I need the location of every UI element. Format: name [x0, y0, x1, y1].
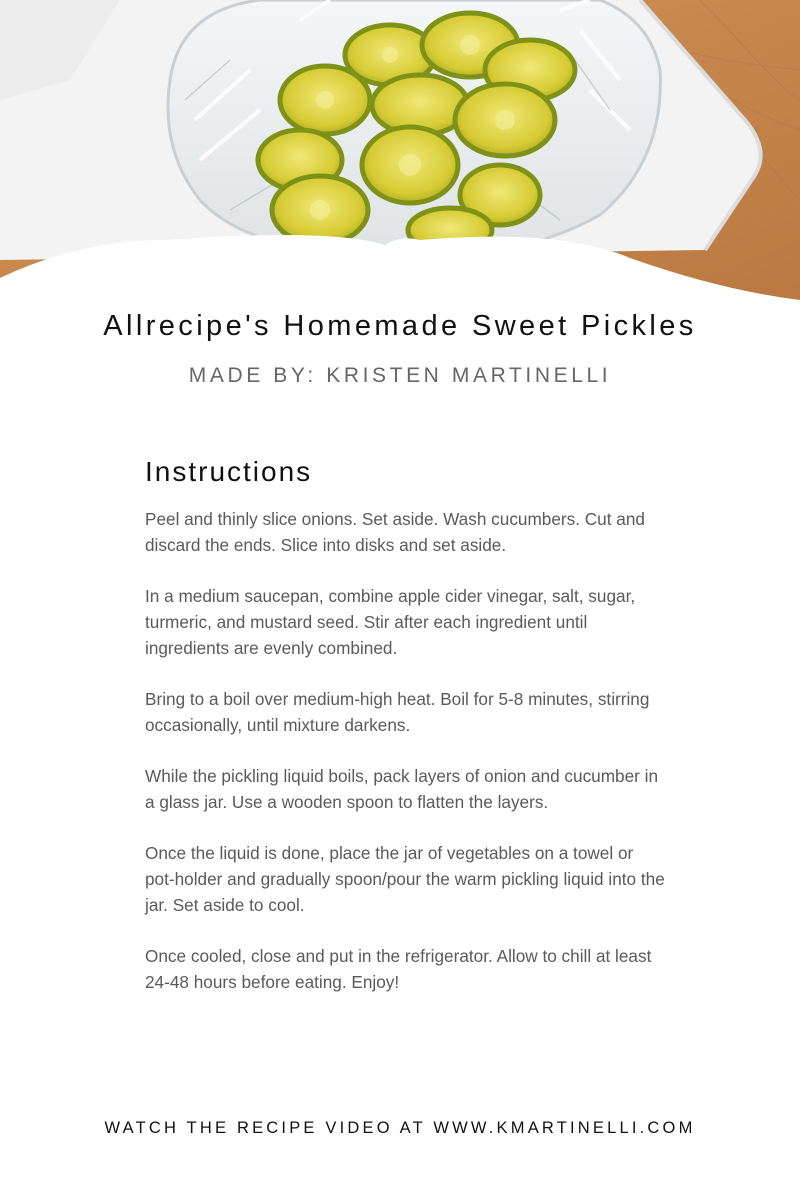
instructions-heading: Instructions — [145, 456, 313, 487]
instruction-step: While the pickling liquid boils, pack layers of onion and cucumber in a glass jar. Use a wooden spoon to flatten the layers. — [145, 766, 659, 812]
instruction-step: In a medium saucepan, combine apple cider vinegar, salt, sugar, turmeric, and mustard seed. Stir after each ingredient until ingredients are evenly combined. — [145, 586, 636, 658]
recipe-video-link[interactable]: WATCH THE RECIPE VIDEO AT WWW.KMARTINELLI.COM — [104, 1119, 696, 1137]
instruction-step: Once the liquid is done, place the jar of vegetables on a towel or pot-holder and gradually spoon/pour the warm pickling liquid into the jar. Set aside to cool. — [145, 843, 665, 915]
instruction-step: Bring to a boil over medium-high heat. Boil for 5-8 minutes, stirring occasionally, until mixture darkens. — [145, 689, 650, 735]
instruction-step: Once cooled, close and put in the refrigerator. Allow to chill at least 24-48 hours before eating. Enjoy! — [145, 946, 652, 992]
instruction-step: Peel and thinly slice onions. Set aside. Wash cucumbers. Cut and discard the ends. Slice into disks and set aside. — [145, 509, 645, 555]
hero-photo — [0, 0, 800, 310]
instructions-list — [145, 506, 665, 1020]
recipe-title: Allrecipe's Homemade Sweet Pickles — [103, 310, 697, 342]
author-byline: MADE BY: KRISTEN MARTINELLI — [188, 364, 612, 387]
